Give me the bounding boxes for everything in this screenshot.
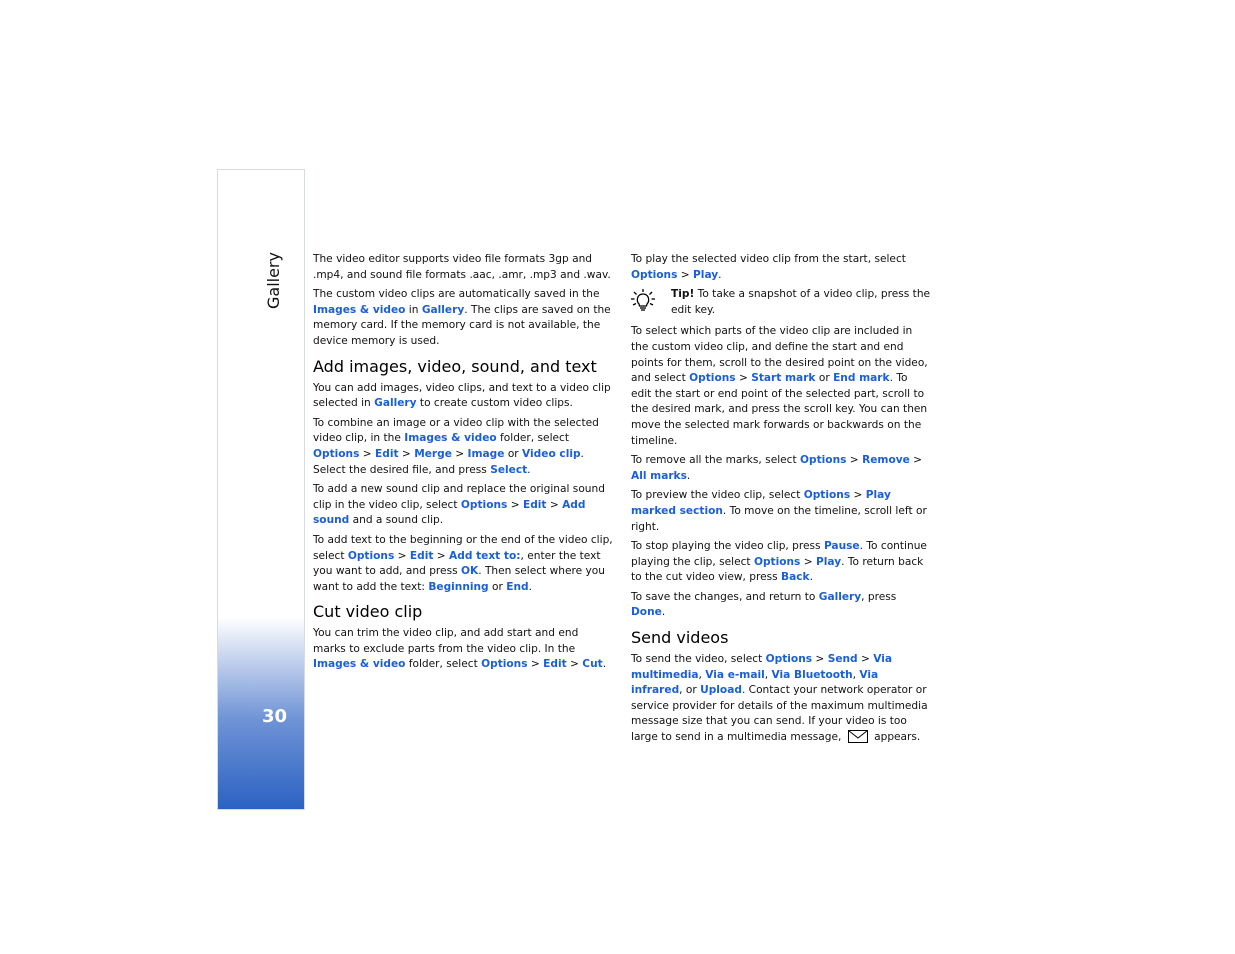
heading-send-videos: Send videos <box>631 628 729 648</box>
paragraph: You can add images, video clips, and text to a video clip selected in Gallery to create custom video clips. <box>313 381 611 410</box>
paragraph: To play the selected video clip from the start, select Options > Play. <box>631 253 906 281</box>
lightbulb-icon <box>631 289 655 311</box>
paragraph: You can trim the video clip, and add start and end marks to exclude parts from the video clip. In the Images & video folder, select Options > Edit > Cut. <box>313 627 607 671</box>
envelope-icon <box>848 730 868 743</box>
paragraph: To add text to the beginning or the end of the video clip, select Options > Edit > Add text to:, enter the text you want to add, and press OK. Then select where you want to add the text: Beginning or End. <box>313 533 613 593</box>
heading-add-media: Add images, video, sound, and text <box>313 356 597 376</box>
paragraph: To remove all the marks, select Options > Remove > All marks. <box>631 454 923 482</box>
left-column <box>313 252 613 677</box>
paragraph: The video editor supports video file formats 3gp and .mp4, and sound file formats .aac, .amr, .mp3 and .wav. <box>313 253 611 281</box>
tip-box: Tip! To take a snapshot of a video clip, press the edit key. <box>631 287 931 318</box>
paragraph: To combine an image or a video clip with the selected video clip, in the Images & video folder, select Options > Edit > Merge > Image or Video clip. Select the desired file, and press Select. <box>313 416 599 476</box>
paragraph: To add a new sound clip and replace the original sound clip in the video clip, select Options > Edit > Add sound and a sound clip. <box>313 483 605 527</box>
paragraph: The custom video clips are automatically saved in the Images & video in Gallery. The clips are saved on the memory card. If the memory card is not available, the device memory is used. <box>313 288 611 347</box>
paragraph: To preview the video clip, select Options > Play marked section. To move on the timeline, scroll left or right. <box>631 489 927 533</box>
right-column <box>631 252 931 750</box>
paragraph: To send the video, select Options > Send > Via multimedia, Via e-mail, Via Bluetooth, Via infrared, or Upload. Contact your network operator or service provider for details of the maximum multimedia message size that you can send. If your video is too large to send in a multimedia message, appears. <box>631 653 928 744</box>
paragraph: To stop playing the video clip, press Pause. To continue playing the clip, select Options > Play. To return back to the cut video view, press Back. <box>631 540 927 584</box>
page-number: 30 <box>262 706 288 727</box>
section-title: Gallery <box>264 252 283 309</box>
heading-cut-video: Cut video clip <box>313 602 423 622</box>
paragraph: To select which parts of the video clip are included in the custom video clip, and define the start and end points for them, scroll to the desired point on the video, and select Options > Start mark or End mark. To edit the start or end point of the selected part, scroll to the desired mark, and press the scroll key. You can then move the selected mark forwards or backwards on the timeline. <box>631 325 928 447</box>
sidebar-tab <box>217 169 305 810</box>
paragraph: To save the changes, and return to Gallery, press Done. <box>631 590 897 619</box>
